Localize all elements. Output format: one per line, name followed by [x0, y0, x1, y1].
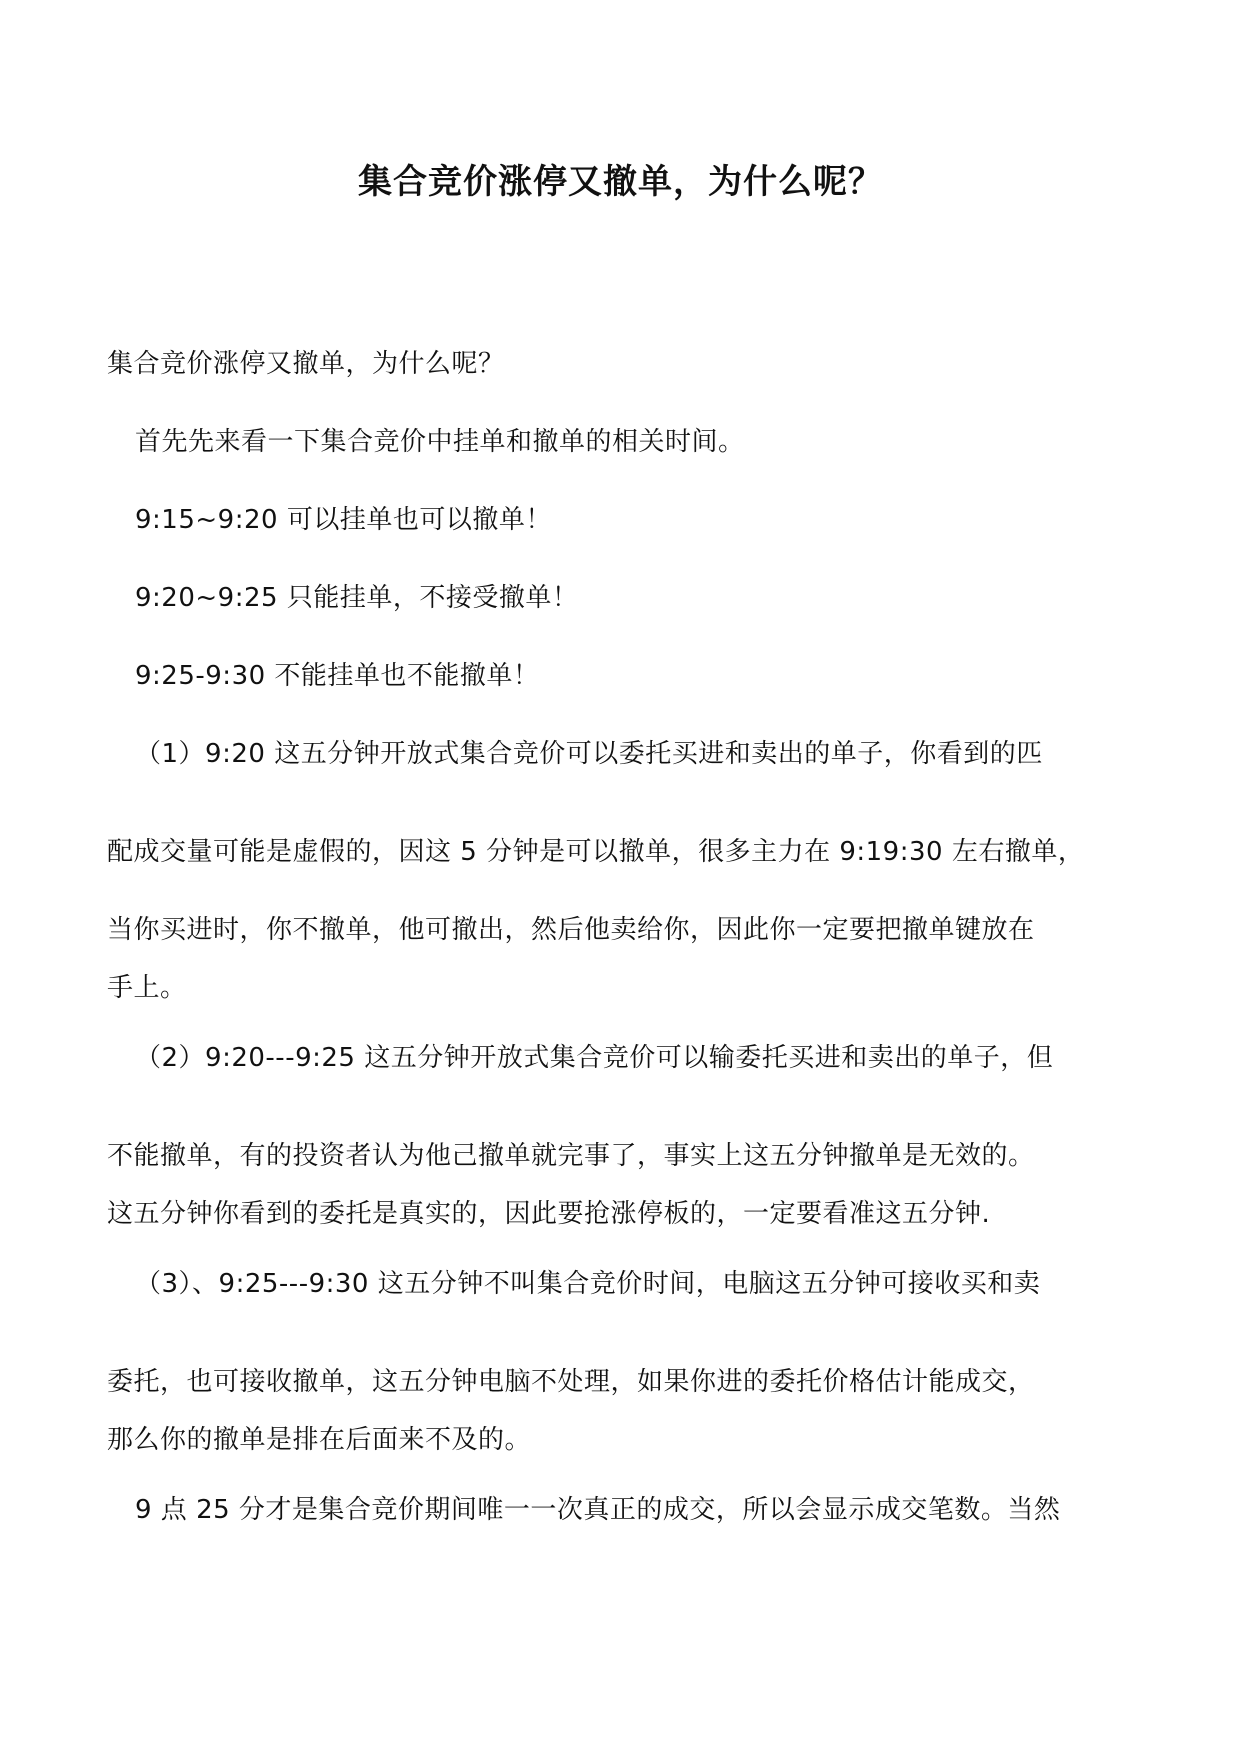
paragraph-line: 配成交量可能是虚假的，因这 5 分钟是可以撤单，很多主力在 9:19:30 左右撤单，	[107, 837, 1085, 867]
intro-paragraph: 集合竞价涨停又撤单，为什么呢？	[107, 349, 505, 379]
paragraph-line: （3）、9:25---9:30 这五分钟不叫集合竞价时间，电脑这五分钟可接收买和卖	[135, 1269, 1041, 1299]
paragraph-time-915: 9:15~9:20 可以挂单也可以撤单！	[135, 505, 552, 535]
paragraph-line: 手上。	[107, 973, 187, 1003]
paragraph-point-2	[107, 1039, 1147, 1233]
paragraph-line: 那么你的撤单是排在后面来不及的。	[107, 1425, 532, 1455]
paragraph-line: 不能撤单，有的投资者认为他己撤单就完事了，事实上这五分钟撤单是无效的。	[107, 1141, 1035, 1171]
paragraph-line: 这五分钟你看到的委托是真实的，因此要抢涨停板的，一定要看准这五分钟.	[107, 1199, 991, 1229]
document-body	[107, 345, 1147, 1569]
paragraph-point-1	[107, 735, 1147, 1007]
paragraph-line: 当你买进时，你不撤单，他可撤出，然后他卖给你，因此你一定要把撤单键放在	[107, 915, 1035, 945]
paragraph-time-overview: 首先先来看一下集合竞价中挂单和撤单的相关时间。	[135, 427, 745, 457]
paragraph-time-925: 9:25-9:30 不能挂单也不能撤单！	[135, 661, 540, 691]
paragraph-point-3	[107, 1265, 1147, 1459]
paragraph-line: （2）9:20---9:25 这五分钟开放式集合竞价可以输委托买进和卖出的单子，但	[135, 1043, 1054, 1073]
paragraph-925-trade: 9 点 25 分才是集合竞价期间唯一一次真正的成交，所以会显示成交笔数。当然	[135, 1495, 1061, 1525]
paragraph-line: （1）9:20 这五分钟开放式集合竞价可以委托买进和卖出的单子，你看到的匹	[135, 739, 1043, 769]
document-title: 集合竞价涨停又撤单，为什么呢？	[358, 162, 883, 202]
paragraph-line: 委托，也可接收撤单，这五分钟电脑不处理，如果你进的委托价格估计能成交，	[107, 1367, 1035, 1397]
paragraph-time-920: 9:20~9:25 只能挂单，不接受撤单！	[135, 583, 579, 613]
